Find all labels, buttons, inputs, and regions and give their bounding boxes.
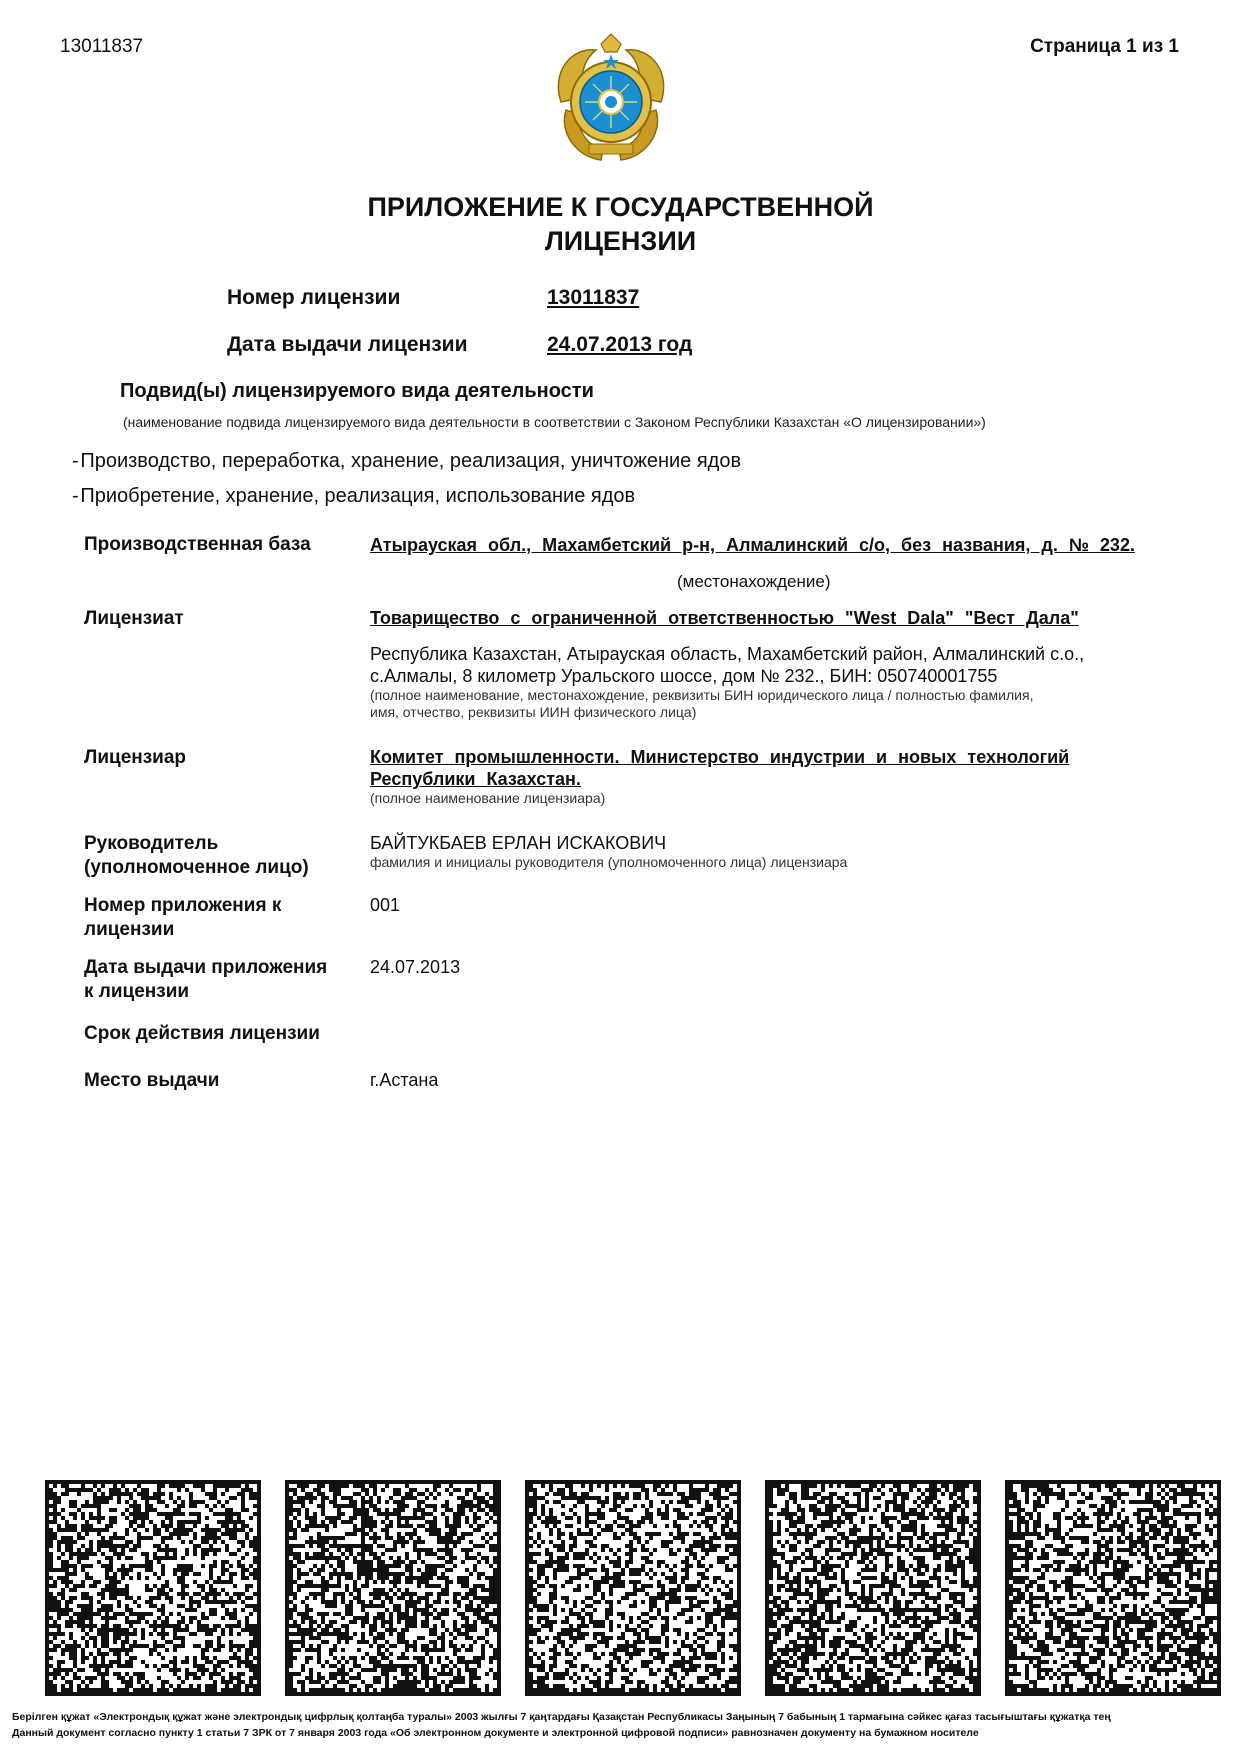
activity-item: - Приобретение, хранение, реализация, использование ядов: [72, 485, 636, 507]
license-date-label: Дата выдачи лицензии: [227, 333, 468, 356]
activity-text: Производство, переработка, хранение, реализация, уничтожение ядов: [80, 450, 742, 472]
licensor-value: Республики Казахстан.: [370, 769, 581, 789]
licensor-value: Комитет промышленности. Министерство индустрии и новых технологий: [370, 747, 1070, 767]
subtypes-title: Подвид(ы) лицензируемого вида деятельности: [120, 380, 594, 402]
state-emblem-icon: [541, 32, 681, 172]
production-base-note: (местонахождение): [677, 572, 831, 591]
title-line-1: ПРИЛОЖЕНИЕ К ГОСУДАРСТВЕННОЙ: [367, 192, 874, 222]
licensee-label: Лицензиат: [84, 608, 184, 629]
license-date-value: 24.07.2013 год: [547, 333, 693, 356]
head-value: БАЙТУКБАЕВ ЕРЛАН ИСКАКОВИЧ: [370, 833, 667, 853]
licensee-note: имя, отчество, реквизиты ИИН физического лица): [370, 704, 697, 720]
place-label: Место выдачи: [84, 1070, 220, 1091]
licensee-address-line: с.Алмалы, 8 километр Уральского шоссе, дом № 232., БИН: 050740001755: [370, 666, 998, 686]
licensee-value: Товарищество с ограниченной ответственностью "West Dala" "Вест Дала": [370, 608, 1079, 628]
footer-ru: Данный документ согласно пункту 1 статьи 7 ЗРК от 7 января 2003 года «Об электронном документе и электронной цифровой подписи» равнозначен документу на бумажном носителе: [12, 1727, 979, 1739]
document-number: 13011837: [60, 36, 144, 57]
licensor-label: Лицензиар: [84, 747, 187, 768]
qr-code: [45, 1480, 261, 1696]
footer-kz: Берілген құжат «Электрондық құжат және электрондық цифрлық қолтаңба туралы» 2003 жылғы 7 қаңтардағы Қазақстан Республикасы Заңының 7 бабының 1 тармағына сәйкес қағаз тасығыштағы құжатқа тең: [12, 1711, 1111, 1723]
appendix-number-label-line: Номер приложения к: [84, 895, 282, 916]
title-line-2: ЛИЦЕНЗИИ: [544, 226, 697, 256]
subtypes-note: (наименование подвида лицензируемого вида деятельности в соответствии с Законом Республики Казахстан «О лицензировании»): [123, 414, 986, 430]
production-base-label: Производственная база: [84, 534, 311, 555]
qr-code: [765, 1480, 981, 1696]
license-number-value: 13011837: [547, 286, 640, 309]
appendix-number-label: [84, 894, 281, 942]
licensor-block: [370, 746, 1069, 807]
license-number-label: Номер лицензии: [227, 286, 401, 309]
head-block: [370, 832, 847, 871]
head-label-line: (уполномоченное лицо): [84, 857, 309, 878]
qr-code: [285, 1480, 501, 1696]
activity-item: - Производство, переработка, хранение, реализация, уничтожение ядов: [72, 450, 742, 472]
licensee-note: (полное наименование, местонахождение, реквизиты БИН юридического лица / полностью фамилия,: [370, 687, 1034, 703]
qr-code: [525, 1480, 741, 1696]
appendix-date-label: [84, 956, 327, 1004]
appendix-number-value: 001: [370, 895, 401, 915]
appendix-date-value: 24.07.2013: [370, 957, 461, 977]
licensee-address-line: Республика Казахстан, Атырауская область, Махамбетский район, Алмалинский с.о.,: [370, 644, 1085, 664]
appendix-number-label-line: лицензии: [84, 919, 175, 940]
place-value: г.Астана: [370, 1070, 439, 1090]
head-label-line: Руководитель: [84, 833, 219, 854]
document-title: [0, 190, 1241, 258]
appendix-date-label-line: к лицензии: [84, 981, 190, 1002]
licensor-note: (полное наименование лицензиара): [370, 790, 606, 806]
production-base-value: Атырауская обл., Махамбетский р-н, Алмалинский с/о, без названия, д. № 232.: [370, 535, 1135, 555]
licensee-address: [370, 643, 1084, 721]
page-indicator: Страница 1 из 1: [1030, 36, 1179, 57]
validity-label: Срок действия лицензии: [84, 1023, 320, 1044]
head-note: фамилия и инициалы руководителя (уполномоченного лица) лицензиара: [370, 854, 848, 870]
activity-text: Приобретение, хранение, реализация, использование ядов: [80, 485, 636, 507]
appendix-date-label-line: Дата выдачи приложения: [84, 957, 328, 978]
head-label: [84, 832, 309, 880]
qr-code: [1005, 1480, 1221, 1696]
